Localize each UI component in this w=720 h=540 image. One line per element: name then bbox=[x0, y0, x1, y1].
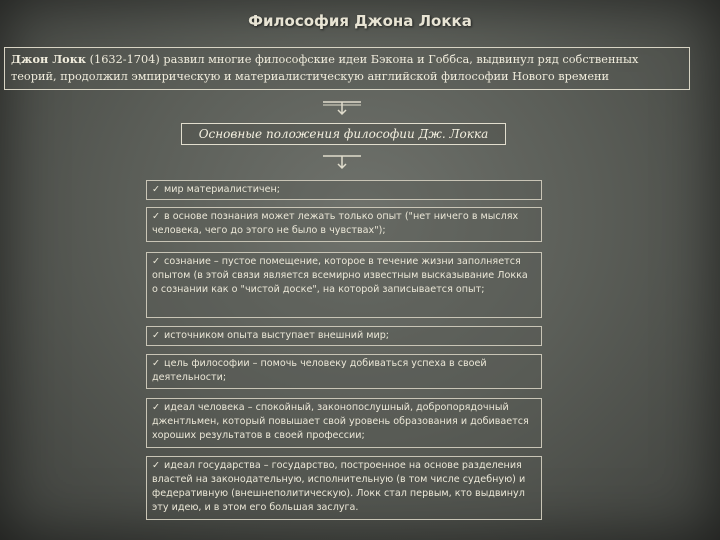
item-text: цель философии – помочь человеку добиваться успеха в своей деятельности; bbox=[152, 358, 487, 383]
check-icon: ✓ bbox=[152, 358, 161, 369]
check-icon: ✓ bbox=[152, 211, 161, 222]
intro-text: (1632-1704) развил многие философские идеи Бэкона и Гоббса, выдвинул ряд собственных теорий, продолжил эмпирическую и материалистическую английской философии Нового времени bbox=[11, 53, 639, 83]
check-icon: ✓ bbox=[152, 402, 161, 413]
check-icon: ✓ bbox=[152, 184, 161, 195]
list-item bbox=[146, 326, 542, 346]
item-text: идеал человека – спокойный, законопослушный, добропорядочный джентльмен, который повышает свой уровень образования и добивается хороших результатов в своей профессии; bbox=[152, 402, 529, 441]
item-text: сознание – пустое помещение, которое в течение жизни заполняется опытом (в этой связи является всемирно известным высказывание Локка о сознании как о "чистой доске", на которой записывается опыт; bbox=[152, 256, 528, 295]
list-item bbox=[146, 252, 542, 318]
principles-heading: Основные положения философии Дж. Локка bbox=[181, 123, 506, 145]
list-item bbox=[146, 180, 542, 200]
list-item bbox=[146, 354, 542, 389]
check-icon: ✓ bbox=[152, 330, 161, 341]
check-icon: ✓ bbox=[152, 460, 161, 471]
intro-box bbox=[4, 47, 690, 90]
item-text: в основе познания может лежать только опыт ("нет ничего в мыслях человека, чего до этого не было в чувствах"); bbox=[152, 211, 519, 236]
list-item bbox=[146, 456, 542, 520]
list-item bbox=[146, 207, 542, 242]
down-arrow-icon bbox=[322, 154, 362, 170]
list-item bbox=[146, 398, 542, 448]
item-text: источником опыта выступает внешний мир; bbox=[164, 330, 390, 341]
check-icon: ✓ bbox=[152, 256, 161, 267]
item-text: идеал государства – государство, построенное на основе разделения властей на законодательную, исполнительную (в том числе судебную) и федеративную (внешнеполитическую). Локк стал первым, кто выдвинул эту идею, и в этом его большая заслуга. bbox=[152, 460, 526, 513]
slide-title: Философия Джона Локка bbox=[248, 12, 472, 30]
intro-name: Джон Локк bbox=[11, 52, 87, 66]
item-text: мир материалистичен; bbox=[164, 184, 281, 195]
down-arrow-icon bbox=[322, 100, 362, 116]
